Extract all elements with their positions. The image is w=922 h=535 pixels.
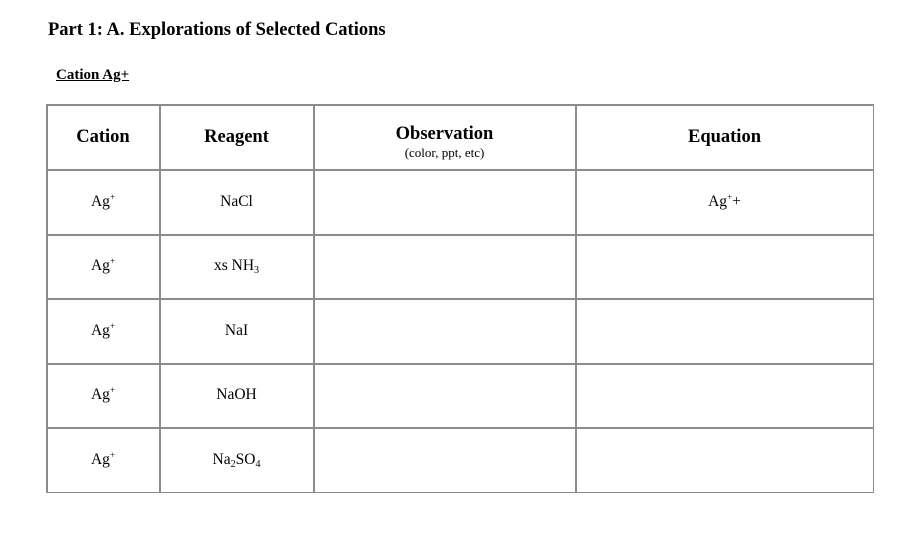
equation-cell[interactable]: [576, 364, 874, 429]
equation-cell[interactable]: [576, 170, 874, 235]
cation-charge: +: [109, 449, 116, 460]
section-heading: Cation Ag+: [56, 67, 130, 83]
header-observation: [314, 105, 576, 170]
table-row: [47, 299, 874, 364]
header-equation: Equation: [576, 105, 874, 170]
equation-cell[interactable]: [576, 235, 874, 300]
cation-charge: +: [109, 385, 116, 396]
equation-symbol: Ag: [708, 192, 728, 210]
equation-plus: +: [732, 192, 741, 210]
observation-cell[interactable]: [314, 364, 576, 429]
cation-charge: +: [109, 320, 116, 331]
cation-cell: [47, 170, 160, 235]
header-cation: Cation: [47, 105, 160, 170]
table-row: [47, 428, 874, 493]
page-title: Part 1: A. Explorations of Selected Cations: [48, 20, 386, 40]
reagent-subscript: 4: [255, 458, 261, 470]
reagent-cell: [160, 428, 314, 493]
header-observation-note: (color, ppt, etc): [404, 144, 485, 160]
equation-cell[interactable]: [576, 428, 874, 493]
observation-cell[interactable]: [314, 170, 576, 235]
header-row: [47, 105, 874, 170]
equation-cell[interactable]: [576, 299, 874, 364]
table-row: [47, 170, 874, 235]
reagent-text: Na: [212, 450, 231, 468]
reagent-text: SO: [235, 450, 256, 468]
header-observation-label: Observation: [395, 123, 494, 144]
results-table: [46, 104, 874, 493]
table-row: [47, 235, 874, 300]
reagent-text: NaI: [224, 321, 249, 339]
cation-symbol: Ag: [90, 257, 110, 275]
reagent-text: xs NH: [213, 257, 255, 275]
reagent-subscript: 3: [254, 265, 260, 277]
observation-cell[interactable]: [314, 299, 576, 364]
table-row: [47, 364, 874, 429]
observation-cell[interactable]: [314, 428, 576, 493]
cation-symbol: Ag: [90, 386, 110, 404]
cation-cell: [47, 235, 160, 300]
cation-cell: [47, 364, 160, 429]
cation-symbol: Ag: [90, 321, 110, 339]
cation-cell: [47, 428, 160, 493]
equation-charge: +: [727, 191, 733, 202]
cation-symbol: Ag: [90, 450, 110, 468]
cation-charge: +: [109, 191, 116, 202]
header-reagent: Reagent: [160, 105, 314, 170]
reagent-subscript: 2: [230, 458, 236, 470]
reagent-cell: [160, 299, 314, 364]
observation-cell[interactable]: [314, 235, 576, 300]
reagent-cell: [160, 235, 314, 300]
cation-cell: [47, 299, 160, 364]
reagent-cell: [160, 364, 314, 429]
cation-symbol: Ag: [90, 192, 110, 210]
reagent-text: NaCl: [220, 192, 253, 210]
reagent-cell: [160, 170, 314, 235]
cation-charge: +: [109, 256, 116, 267]
reagent-text: NaOH: [216, 386, 257, 404]
